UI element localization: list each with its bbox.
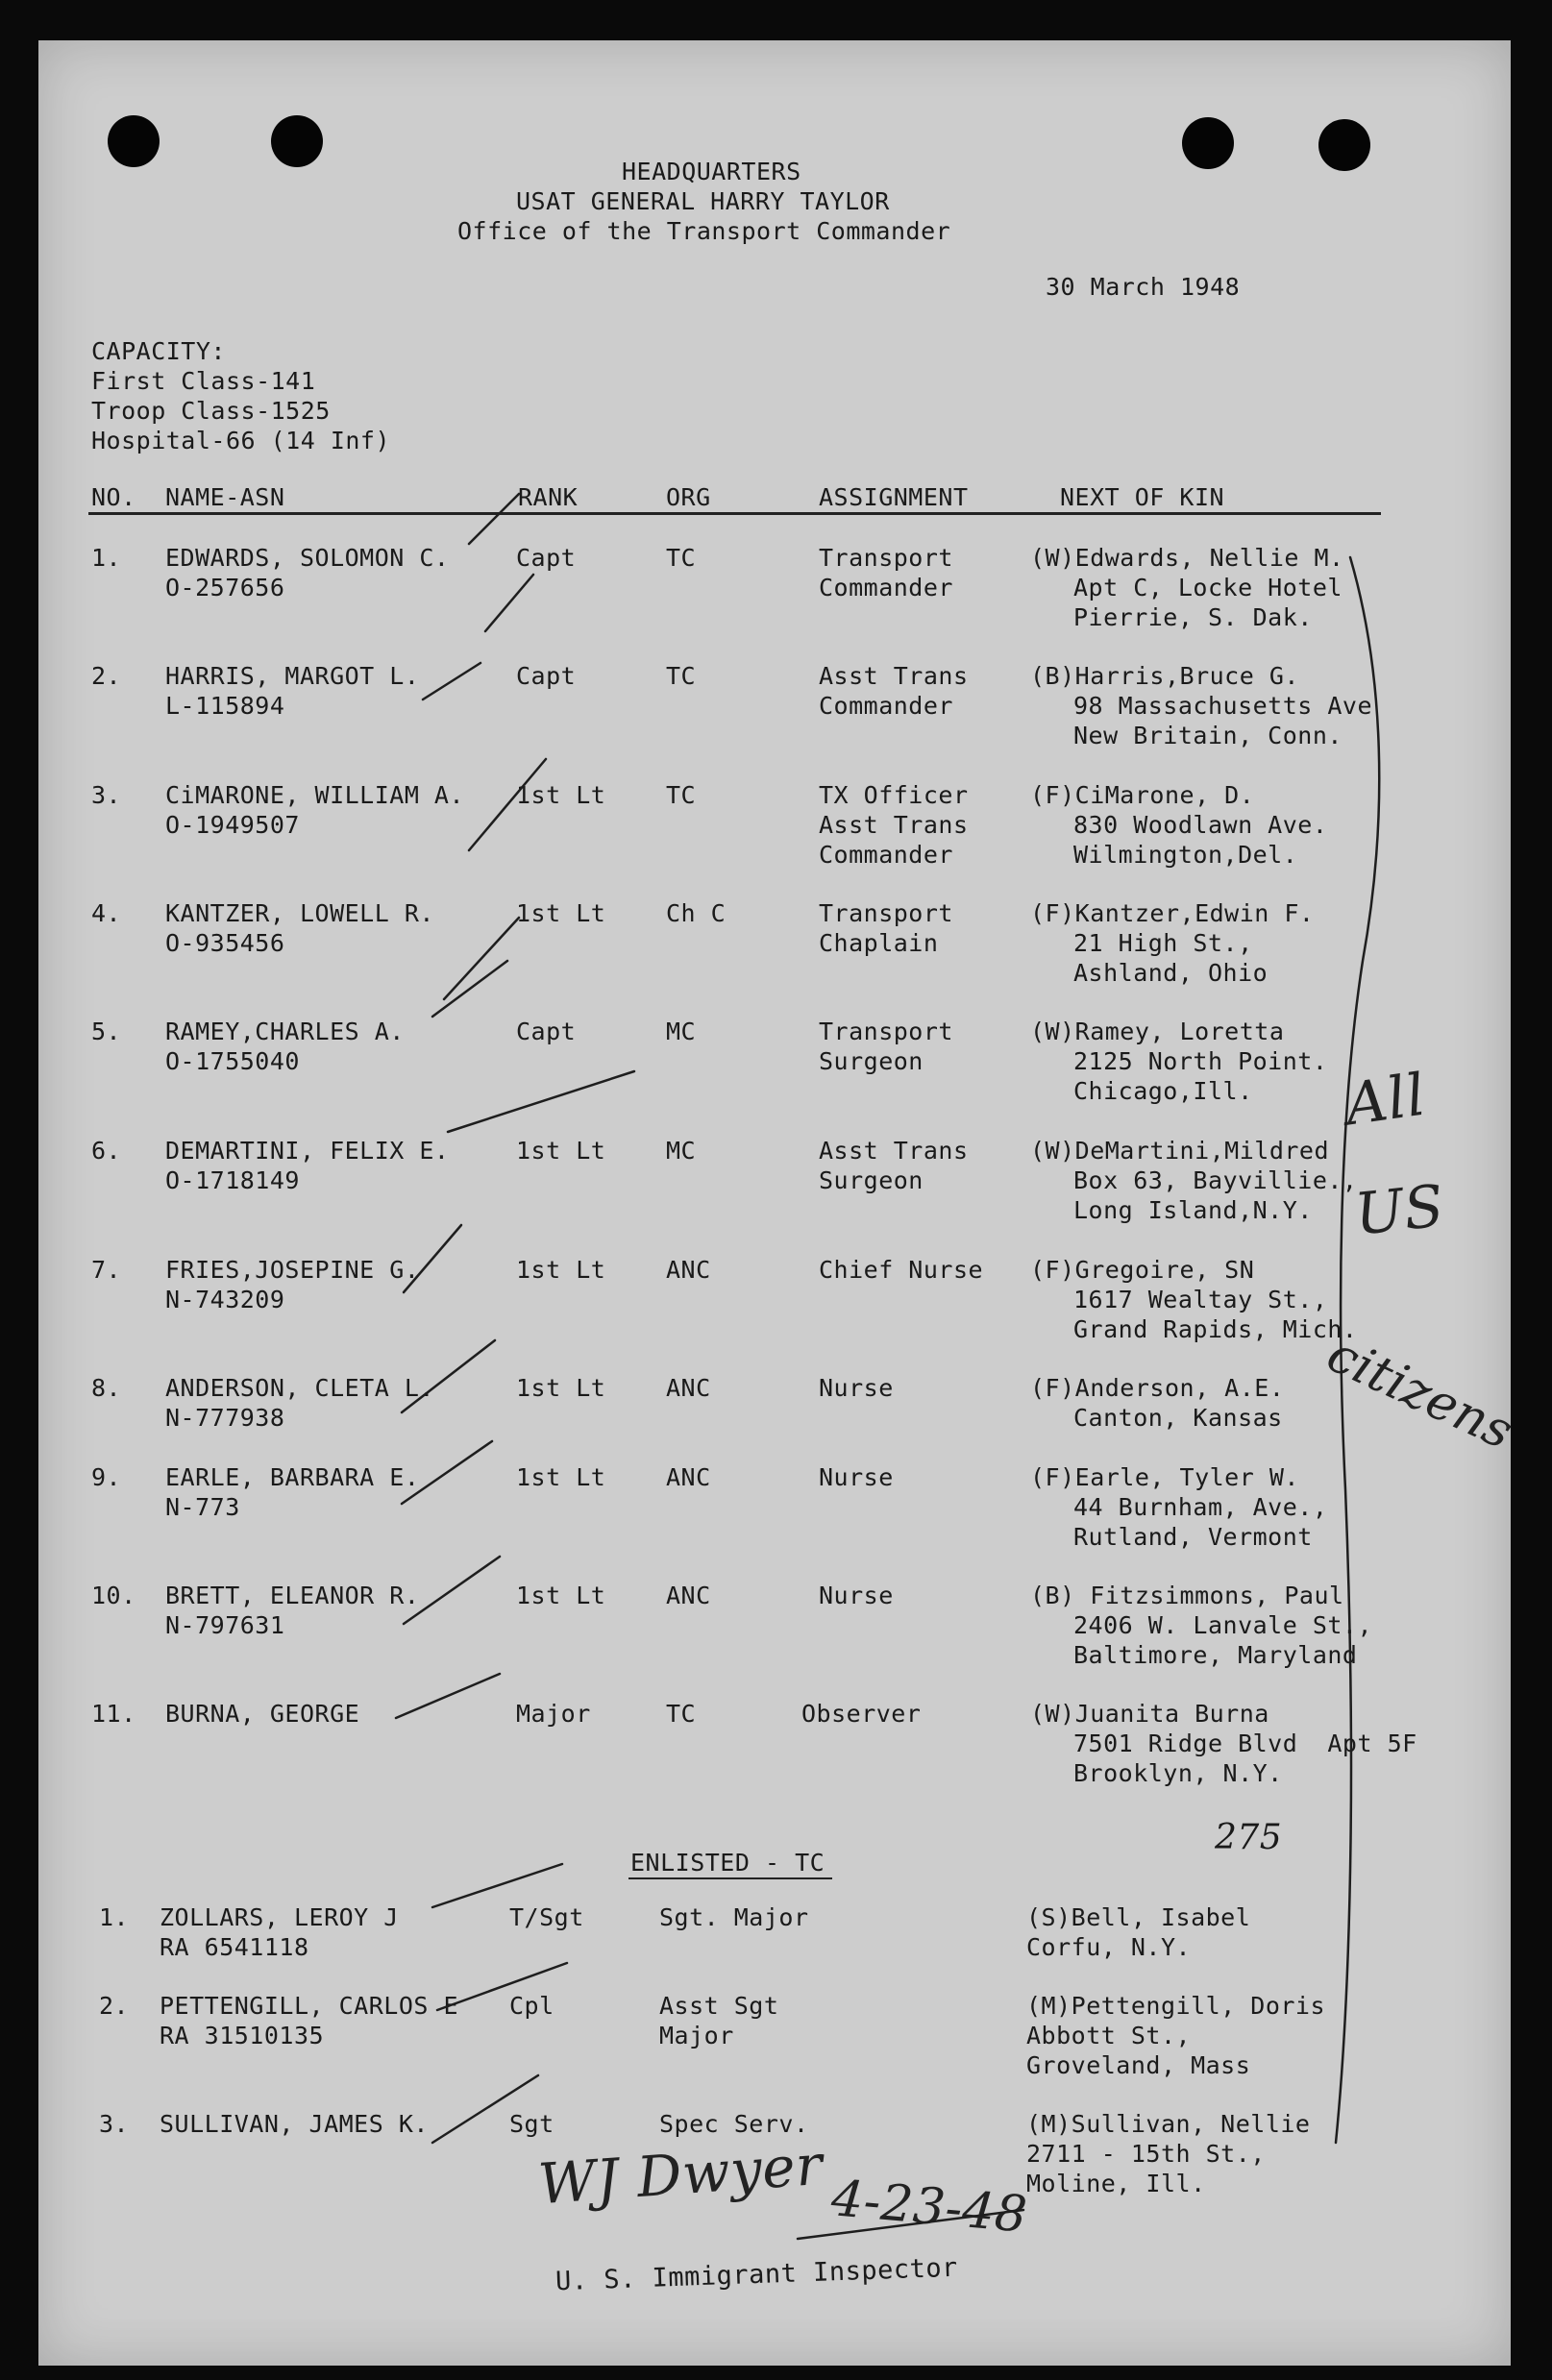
officer-next-of-kin-line: Brooklyn, N.Y. xyxy=(1073,1759,1283,1787)
officer-name: BRETT, ELEANOR R. xyxy=(165,1582,420,1609)
officer-next-of-kin-line: Long Island,N.Y. xyxy=(1073,1196,1313,1224)
enlisted-rank: Cpl xyxy=(509,1992,554,2020)
officer-assignment-line: Nurse xyxy=(819,1374,894,1402)
officer-assignment-line: Chief Nurse xyxy=(819,1256,984,1284)
officer-org: ANC xyxy=(666,1374,711,1402)
column-header-rank: RANK xyxy=(518,483,579,511)
officer-no: 9. xyxy=(91,1463,122,1491)
capacity-troop-class: Troop Class-1525 xyxy=(91,397,331,425)
officer-assignment-line: Surgeon xyxy=(819,1047,924,1075)
officer-assignment-line: Transport xyxy=(819,899,953,927)
officer-rank: 1st Lt xyxy=(516,899,606,927)
officer-name: KANTZER, LOWELL R. xyxy=(165,899,434,927)
officer-next-of-kin-line: (F)Kantzer,Edwin F. xyxy=(1030,899,1315,927)
enlisted-next-of-kin-line: (M)Pettengill, Doris xyxy=(1026,1992,1326,2020)
officer-next-of-kin-line: (F)Earle, Tyler W. xyxy=(1030,1463,1299,1491)
column-header-no: NO. xyxy=(91,483,136,511)
officer-no: 5. xyxy=(91,1018,122,1045)
officer-next-of-kin-line: (W)Juanita Burna xyxy=(1030,1700,1269,1728)
officer-rank: 1st Lt xyxy=(516,1256,606,1284)
enlisted-assignment-line: Sgt. Major xyxy=(659,1903,809,1931)
margin-note-line-1: All xyxy=(1341,1061,1430,1140)
officer-next-of-kin-line: 830 Woodlawn Ave. xyxy=(1073,811,1328,839)
enlisted-assignment-line: Asst Sgt xyxy=(659,1992,779,2020)
officer-rank: Capt xyxy=(516,1018,577,1045)
officer-next-of-kin-line: (F)Gregoire, SN xyxy=(1030,1256,1255,1284)
officer-next-of-kin-line: Grand Rapids, Mich. xyxy=(1073,1315,1358,1343)
officer-no: 2. xyxy=(91,662,122,690)
capacity-label: CAPACITY: xyxy=(91,337,226,365)
officer-asn: O-257656 xyxy=(165,574,285,601)
officer-next-of-kin-line: Apt C, Locke Hotel xyxy=(1073,574,1343,601)
officer-assignment-line: Asst Trans xyxy=(819,811,969,839)
officer-next-of-kin-line: Ashland, Ohio xyxy=(1073,959,1269,987)
enlisted-next-of-kin-line: Groveland, Mass xyxy=(1026,2051,1251,2079)
officer-name: CiMARONE, WILLIAM A. xyxy=(165,781,465,809)
officer-asn: N-777938 xyxy=(165,1404,285,1432)
officer-asn: O-935456 xyxy=(165,929,285,957)
officer-assignment-line: Transport xyxy=(819,544,953,572)
officer-assignment-line: Surgeon xyxy=(819,1166,924,1194)
officer-assignment-line: Commander xyxy=(819,692,953,720)
officer-asn: N-773 xyxy=(165,1493,240,1521)
officer-next-of-kin-line: Pierrie, S. Dak. xyxy=(1073,603,1313,631)
officer-org: TC xyxy=(666,544,697,572)
header-rule xyxy=(88,512,1381,515)
officer-next-of-kin-line: Canton, Kansas xyxy=(1073,1404,1283,1432)
column-header-next-of-kin: NEXT OF KIN xyxy=(1060,483,1225,511)
punch-hole xyxy=(1318,119,1370,171)
officer-org: MC xyxy=(666,1018,697,1045)
enlisted-no: 3. xyxy=(99,2110,130,2138)
officer-assignment-line: Chaplain xyxy=(819,929,939,957)
officer-next-of-kin-line: Chicago,Ill. xyxy=(1073,1077,1253,1105)
officer-next-of-kin-line: (W)Ramey, Loretta xyxy=(1030,1018,1285,1045)
officer-asn: O-1949507 xyxy=(165,811,300,839)
header-line-1: HEADQUARTERS xyxy=(622,158,801,185)
officer-name: BURNA, GEORGE xyxy=(165,1700,360,1728)
officer-org: ANC xyxy=(666,1463,711,1491)
officer-next-of-kin-line: (W)DeMartini,Mildred xyxy=(1030,1137,1330,1165)
officer-org: ANC xyxy=(666,1256,711,1284)
enlisted-assignment-line: Major xyxy=(659,2022,734,2049)
officer-no: 11. xyxy=(91,1700,136,1728)
enlisted-name: ZOLLARS, LEROY J xyxy=(160,1903,399,1931)
enlisted-assignment-line: Spec Serv. xyxy=(659,2110,809,2138)
enlisted-rank: Sgt xyxy=(509,2110,554,2138)
officer-next-of-kin-line: Box 63, Bayvillie., xyxy=(1073,1166,1358,1194)
column-header-name-asn: NAME-ASN xyxy=(165,483,285,511)
enlisted-name: SULLIVAN, JAMES K. xyxy=(160,2110,429,2138)
enlisted-next-of-kin-line: (S)Bell, Isabel xyxy=(1026,1903,1251,1931)
enlisted-next-of-kin-line: 2711 - 15th St., xyxy=(1026,2140,1266,2168)
officer-name: EARLE, BARBARA E. xyxy=(165,1463,420,1491)
officer-name: FRIES,JOSEPINE G. xyxy=(165,1256,420,1284)
officer-assignment-line: Nurse xyxy=(819,1582,894,1609)
officer-assignment-line: Asst Trans xyxy=(819,1137,969,1165)
officer-rank: Capt xyxy=(516,662,577,690)
officer-next-of-kin-line: 7501 Ridge Blvd Apt 5F xyxy=(1073,1730,1417,1757)
officer-name: DEMARTINI, FELIX E. xyxy=(165,1137,450,1165)
officer-rank: 1st Lt xyxy=(516,781,606,809)
officer-next-of-kin-line: 2125 North Point. xyxy=(1073,1047,1328,1075)
officer-no: 10. xyxy=(91,1582,136,1609)
officer-assignment-line: Commander xyxy=(819,574,953,601)
officer-next-of-kin-line: Baltimore, Maryland xyxy=(1073,1641,1358,1669)
officer-no: 8. xyxy=(91,1374,122,1402)
officer-no: 1. xyxy=(91,544,122,572)
officer-rank: 1st Lt xyxy=(516,1463,606,1491)
margin-note-line-2: US xyxy=(1351,1172,1448,1249)
officer-asn: O-1755040 xyxy=(165,1047,300,1075)
capacity-first-class: First Class-141 xyxy=(91,367,316,395)
enlisted-heading-underline xyxy=(628,1877,832,1879)
signature-date: 4-23-48 xyxy=(828,2170,1030,2245)
officer-next-of-kin-line: (B) Fitzsimmons, Paul xyxy=(1030,1582,1344,1609)
enlisted-asn: RA 6541118 xyxy=(160,1933,309,1961)
officer-next-of-kin-line: (B)Harris,Bruce G. xyxy=(1030,662,1299,690)
officer-name: RAMEY,CHARLES A. xyxy=(165,1018,405,1045)
officer-assignment-line: Nurse xyxy=(819,1463,894,1491)
margin-note-line-3: citizens xyxy=(1318,1325,1522,1461)
officer-asn: N-743209 xyxy=(165,1286,285,1313)
enlisted-rank: T/Sgt xyxy=(509,1903,584,1931)
officer-next-of-kin-line: (W)Edwards, Nellie M. xyxy=(1030,544,1344,572)
officer-next-of-kin-line: 44 Burnham, Ave., xyxy=(1073,1493,1328,1521)
officer-next-of-kin-line: 1617 Wealtay St., xyxy=(1073,1286,1328,1313)
officer-next-of-kin-line: (F)CiMarone, D. xyxy=(1030,781,1255,809)
officer-next-of-kin-line: Wilmington,Del. xyxy=(1073,841,1298,869)
officer-no: 6. xyxy=(91,1137,122,1165)
enlisted-next-of-kin-line: (M)Sullivan, Nellie xyxy=(1026,2110,1311,2138)
officer-assignment-line: Observer xyxy=(801,1700,922,1728)
officer-assignment-line: Commander xyxy=(819,841,953,869)
officer-org: Ch C xyxy=(666,899,727,927)
officer-no: 4. xyxy=(91,899,122,927)
header-line-3: Office of the Transport Commander xyxy=(457,217,951,245)
officer-no: 7. xyxy=(91,1256,122,1284)
officer-rank: Capt xyxy=(516,544,577,572)
officer-asn: O-1718149 xyxy=(165,1166,300,1194)
enlisted-no: 2. xyxy=(99,1992,130,2020)
officer-name: HARRIS, MARGOT L. xyxy=(165,662,420,690)
document-date: 30 March 1948 xyxy=(1046,273,1241,301)
page-number: 275 xyxy=(1215,1818,1283,1857)
officer-org: TC xyxy=(666,781,697,809)
enlisted-heading: ENLISTED - TC xyxy=(630,1849,825,1877)
officer-assignment-line: Asst Trans xyxy=(819,662,969,690)
officer-asn: N-797631 xyxy=(165,1611,285,1639)
officer-next-of-kin-line: 98 Massachusetts Ave xyxy=(1073,692,1373,720)
enlisted-next-of-kin-line: Moline, Ill. xyxy=(1026,2170,1206,2197)
enlisted-next-of-kin-line: Corfu, N.Y. xyxy=(1026,1933,1192,1961)
officer-org: MC xyxy=(666,1137,697,1165)
officer-name: ANDERSON, CLETA L. xyxy=(165,1374,434,1402)
officer-next-of-kin-line: (F)Anderson, A.E. xyxy=(1030,1374,1285,1402)
officer-org: TC xyxy=(666,662,697,690)
signature: WJ Dwyer xyxy=(535,2131,825,2218)
enlisted-no: 1. xyxy=(99,1903,130,1931)
header-line-2: USAT GENERAL HARRY TAYLOR xyxy=(516,187,890,215)
column-header-org: ORG xyxy=(666,483,711,511)
officer-assignment-line: TX Officer xyxy=(819,781,969,809)
officer-rank: 1st Lt xyxy=(516,1374,606,1402)
officer-rank: Major xyxy=(516,1700,591,1728)
officer-rank: 1st Lt xyxy=(516,1137,606,1165)
officer-asn: L-115894 xyxy=(165,692,285,720)
enlisted-name: PETTENGILL, CARLOS E xyxy=(160,1992,459,2020)
inspector-title: U. S. Immigrant Inspector xyxy=(554,2252,959,2297)
officer-no: 3. xyxy=(91,781,122,809)
officer-next-of-kin-line: 2406 W. Lanvale St., xyxy=(1073,1611,1373,1639)
officer-org: TC xyxy=(666,1700,697,1728)
column-header-assignment: ASSIGNMENT xyxy=(819,483,969,511)
officer-assignment-line: Transport xyxy=(819,1018,953,1045)
enlisted-next-of-kin-line: Abbott St., xyxy=(1026,2022,1192,2049)
punch-hole xyxy=(271,115,323,167)
capacity-hospital: Hospital-66 (14 Inf) xyxy=(91,427,391,454)
officer-next-of-kin-line: New Britain, Conn. xyxy=(1073,722,1343,749)
punch-hole xyxy=(1182,117,1234,169)
officer-name: EDWARDS, SOLOMON C. xyxy=(165,544,450,572)
officer-next-of-kin-line: Rutland, Vermont xyxy=(1073,1523,1313,1551)
officer-next-of-kin-line: 21 High St., xyxy=(1073,929,1253,957)
enlisted-asn: RA 31510135 xyxy=(160,2022,325,2049)
punch-hole xyxy=(108,115,160,167)
officer-rank: 1st Lt xyxy=(516,1582,606,1609)
officer-org: ANC xyxy=(666,1582,711,1609)
